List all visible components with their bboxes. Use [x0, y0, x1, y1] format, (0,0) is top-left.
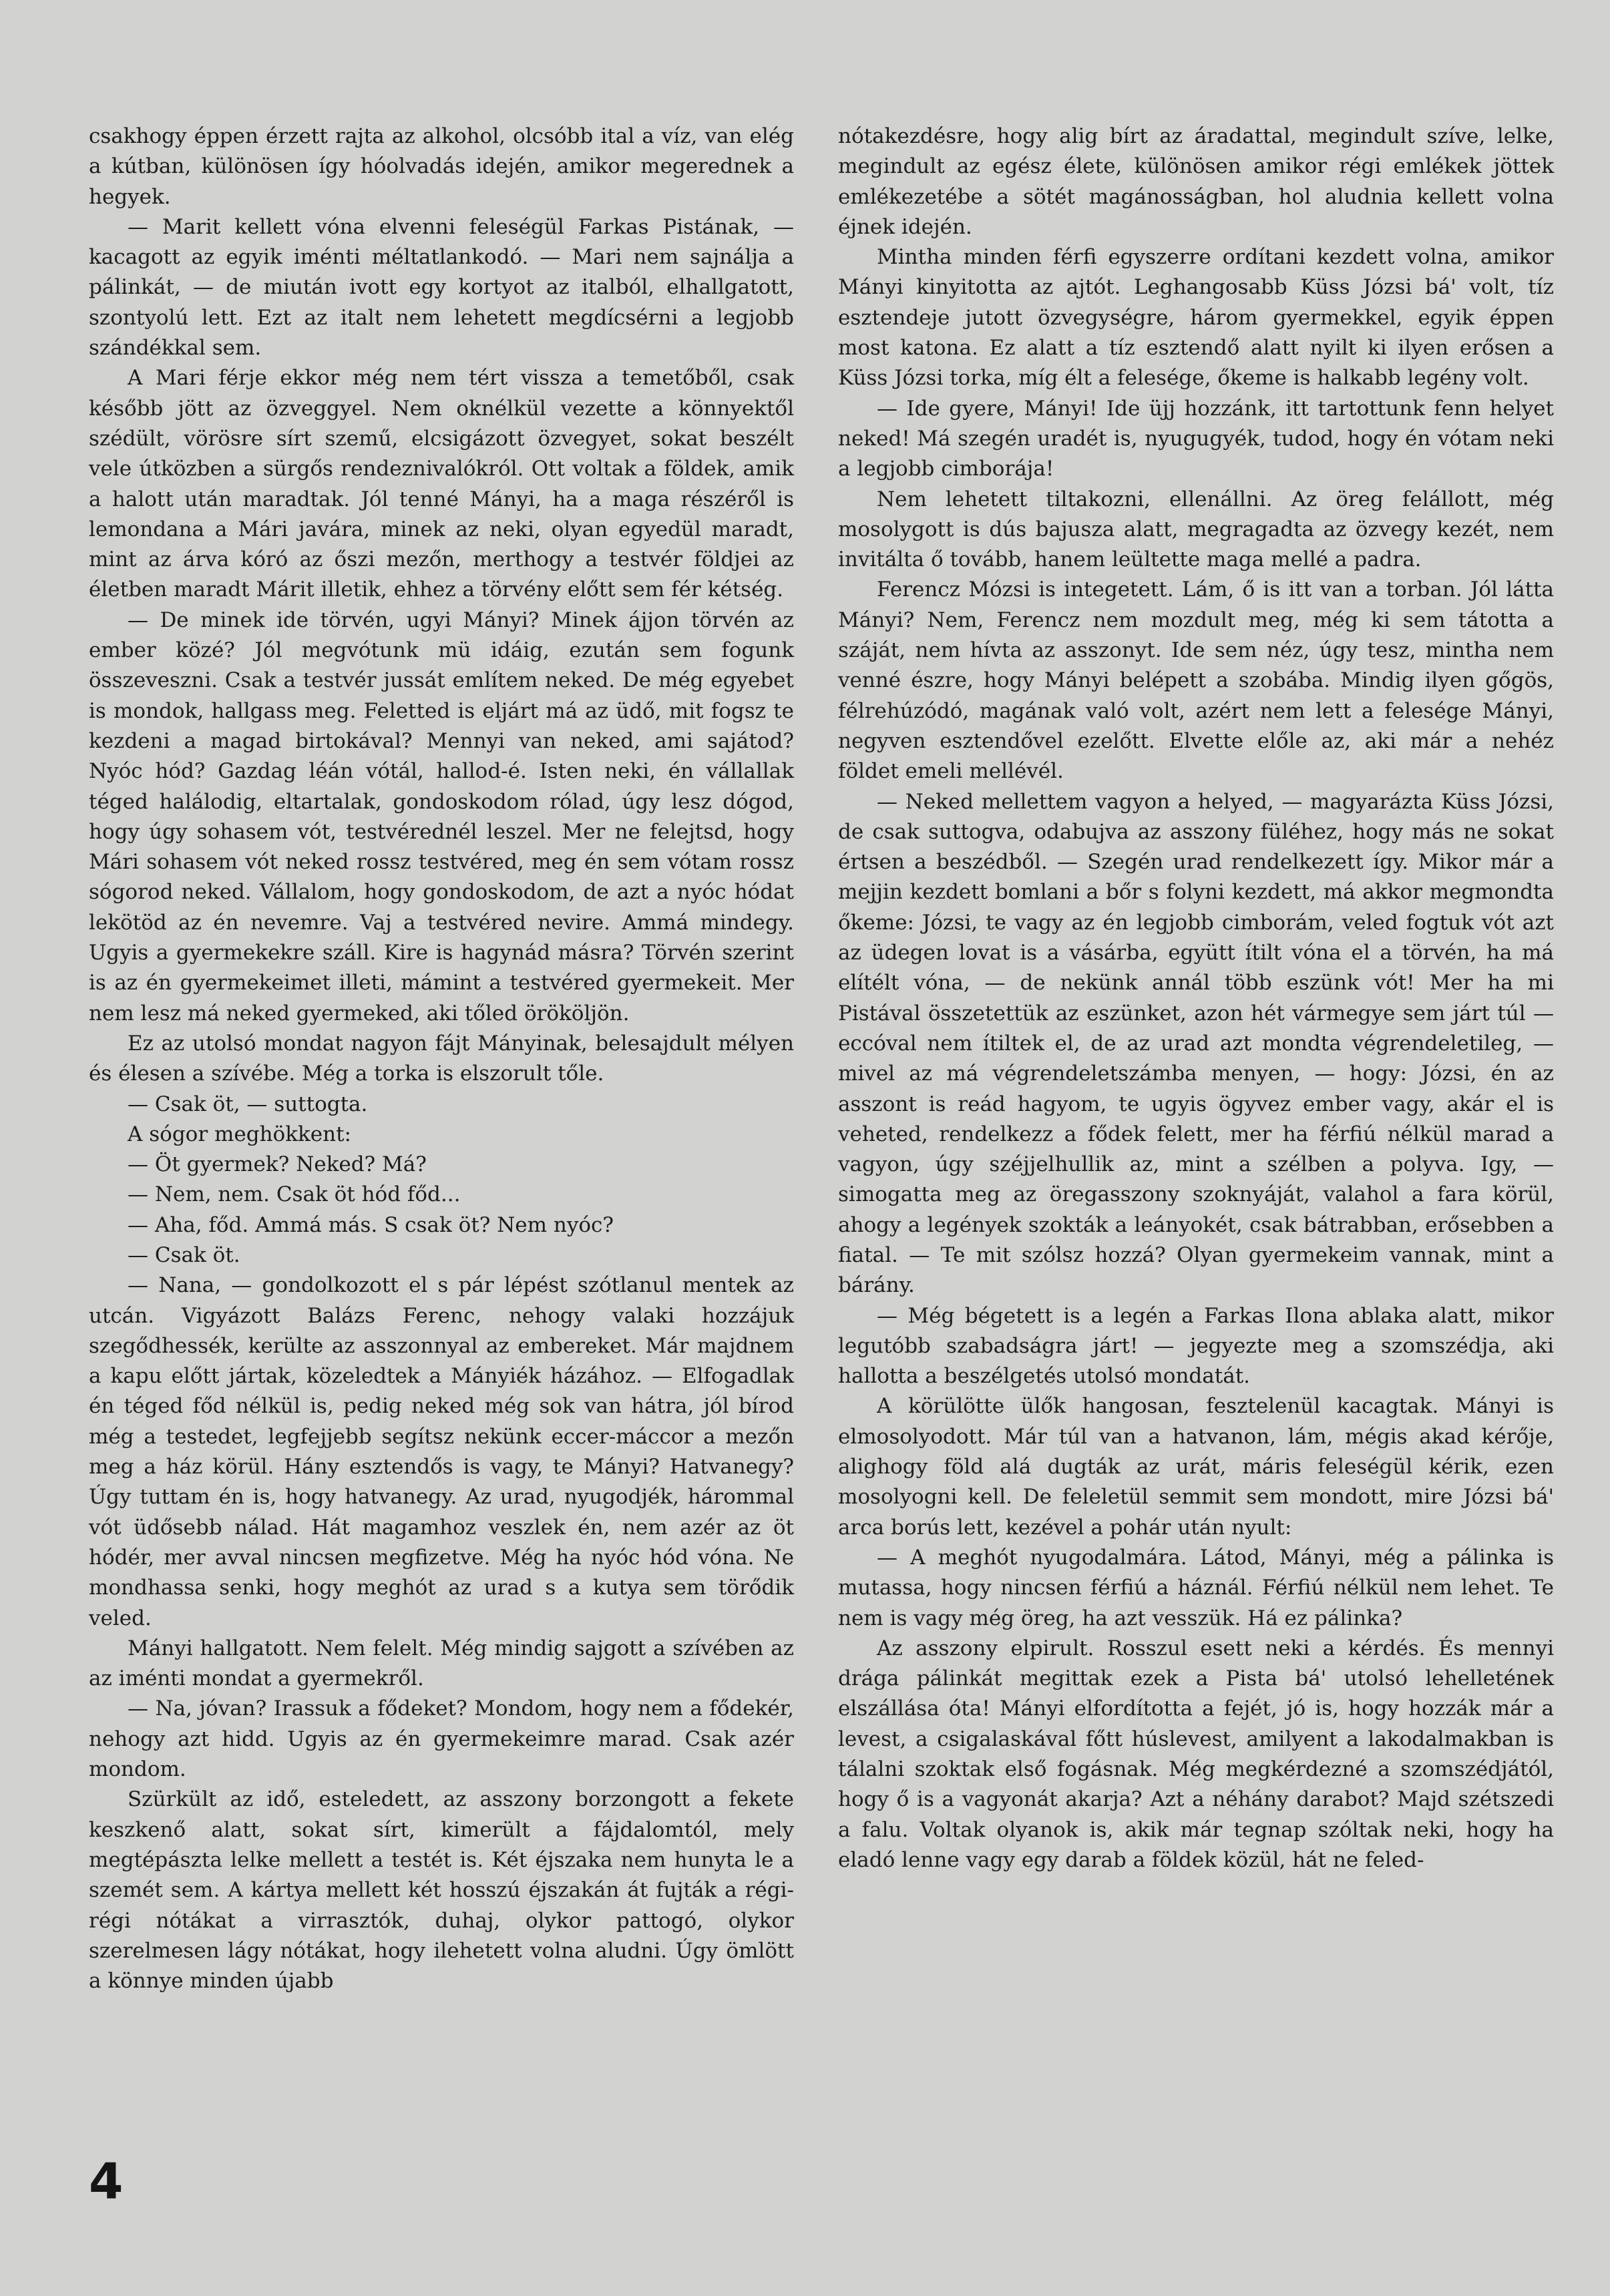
paragraph: nótakezdésre, hogy alig bírt az áradattal, megindult szíve, lelke, megindult az egész élete, különösen amikor régi emlékek jöttek emlékezetébe a sötét magánosságban, hol aludnia kellett volna éjnek idején.: [838, 124, 1554, 239]
paragraph: Nem lehetett tiltakozni, ellenállni. Az öreg felállott, még mosolygott is dús bajusza alatt, megragadta az özvegy kezét, nem invitálta ő tovább, hanem leültette maga mellé a padra.: [838, 487, 1554, 572]
paragraph: — Még bégetett is a legén a Farkas Ilona ablaka alatt, mikor legutóbb szabadságra járt! — jegyezte meg a szomszédja, aki hallotta a beszélgetés utolsó mondatát.: [838, 1303, 1554, 1389]
paragraph: — Nem, nem. Csak öt hód főd...: [128, 1182, 461, 1207]
left-text-column: [89, 122, 794, 1996]
paragraph: — Ide gyere, Mányi! Ide üjj hozzánk, itt tartottunk fenn helyet neked! Má szegén uradét is, nyugugyék, tudod, hogy én vótam neki a legjobb cimborája!: [838, 396, 1554, 481]
paragraph: Ferencz Mózsi is integetett. Lám, ő is itt van a torban. Jól látta Mányi? Nem, Ferencz nem mozdult meg, még ki sem tátotta a száját, nem hívta az asszonyt. Ide sem néz, úgy tesz, mintha nem venné észre, hogy Mányi belépett a szobába. Mindig ilyen gőgös, félrehúzódó, magának való volt, azért nem lett a felesége Mányi, negyven esztendővel ezelőtt. Elvette előle az, aki már a nehéz földet emeli mellévél.: [838, 578, 1554, 784]
paragraph: Szürkült az idő, esteledett, az asszony borzongott a fekete keszkenő alatt, sokat sírt, kimerült a fájdalomtól, mely megtépászta lelke mellett a testét is. Két éjszaka nem hunyta le a szemét sem. A kártya mellett két hosszú éjszakán át fujták a régi-régi nótákat a virrasztók, duhaj, olykor pattogó, olykor szerelmesen lágy nótákat, hogy ilehetett volna aludni. Úgy ömlött a könnye minden újabb: [89, 1787, 794, 1994]
paragraph: A Mari férje ekkor még nem tért vissza a temetőből, csak később jött az özveggyel. Nem oknélkül vezette a könnyektől szédült, vörösre sírt szemű, elcsigázott özvegyet, sokat beszélt vele útközben a sürgős rendeznivalókról. Ott voltak a földek, amik a halott után maradtak. Jól tenné Mányi, ha a maga részéről is lemondana a Mári javára, minek az neki, olyan egyedül maradt, mint az árva kóró az őszi mezőn, merthogy a testvér földjei az életben maradt Márit illetik, ehhez a törvény előtt sem fér kétség.: [89, 366, 794, 602]
paragraph: Ez az utolsó mondat nagyon fájt Mányinak, belesajdult mélyen és élesen a szívébe. Még a torka is elszorult tőle.: [89, 1031, 794, 1086]
paragraph: Mintha minden férfi egyszerre ordítani kezdett volna, amikor Mányi kinyitotta az ajtót. Leghangosabb Küss Józsi bá' volt, tíz esztendeje jutott özvegységre, három gyermekkel, egyik éppen most katona. Ez alatt a tíz esztendő alatt nyilt ki ilyen erősen a Küss Józsi torka, míg élt a felesége, őkeme is halkabb legény volt.: [838, 245, 1554, 391]
paragraph: — De minek ide törvén, ugyi Mányi? Minek ájjon törvén az ember közé? Jól megvótunk mü idáig, ezután sem fogunk összeveszni. Csak a testvér jussát említem neked. De még egyebet is mondok, hallgass meg. Feletted is eljárt má az üdő, mit fogsz te kezdeni a magad birtokával? Mennyi van neked, ami sajátod? Nyóc hód? Gazdag léán vótál, hallod-é. Isten neki, én vállallak téged halálodig, eltartalak, gondoskodom rólad, úgy lesz dógod, hogy úgy sohasem vót, testvérednél leszel. Mer ne felejtsd, hogy Mári sohasem vót neked rossz testvéred, meg én sem vótam rossz sógorod neked. Vállalom, hogy gondoskodom, de azt a nyóc hódat lekötöd az én nevemre. Vaj a testvéred nevire. Ammá mindegy. Ugyis a gyermekekre száll. Kire is hagynád másra? Törvén szerint is az én gyermekeimet illeti, mámint a testvéred gyermekeit. Mer nem lesz má neked gyermeked, aki tőled örököljön.: [89, 608, 794, 1025]
paragraph: — Csak öt.: [128, 1242, 240, 1267]
paragraph: — Csak öt, — suttogta.: [128, 1092, 368, 1116]
paragraph: Az asszony elpirult. Rosszul esett neki a kérdés. És mennyi drága pálinkát megittak ezek a Pista bá' utolsó lehelletének elszállása óta! Mányi elfordította a fejét, jó is, hogy hozzák már a levest, a csigalaskával főtt húslevest, amilyent a lakodalmakban is tálalni szoktak első fogásnak. Még megkérdezné a szomszédjától, hogy ő is a vagyonát akarja? Azt a néhány darabot? Majd szétszedi a falu. Voltak olyanok is, akik már tegnap szóltak neki, hogy ha eladó lenne vagy egy darab a földek közül, hát ne feled-: [838, 1636, 1554, 1872]
paragraph: Mányi hallgatott. Nem felelt. Még mindig sajgott a szívében az az iménti mondat a gyermekről.: [89, 1636, 794, 1691]
paragraph: — A meghót nyugodalmára. Látod, Mányi, még a pálinka is mutassa, hogy nincsen férfiú a háznál. Férfiú nélkül nem lehet. Te nem is vagy még öreg, ha azt vesszük. Há ez pálinka?: [838, 1545, 1554, 1630]
page-number: 4: [89, 2153, 124, 2211]
paragraph: — Na, jóvan? Irassuk a fődeket? Mondom, hogy nem a fődekér, nehogy azt hidd. Ugyis az én gyermekeimre marad. Csak azér mondom.: [89, 1696, 794, 1782]
paragraph: — Nana, — gondolkozott el s pár lépést szótlanul mentek az utcán. Vigyázott Balázs Ferenc, nehogy valaki hozzájuk szegődhessék, kerülte az asszonnyal az embereket. Már majdnem a kapu előtt jártak, közeledtek a Mányiék házához. — Elfogadlak én téged főd nélkül is, pedig neked még sok van hátra, jól bírod még a testedet, legfejjebb segítsz nekünk eccer-máccor a mezőn meg a ház körül. Hány esztendős is vagy, te Mányi? Hatvanegy? Úgy tuttam én is, hogy hatvanegy. Az urad, nyugodjék, hárommal vót üdősebb nálad. Hát magamhoz veszlek én, nem azér az öt hódér, mer avval nincsen megfizetve. Még ha nyóc hód vóna. Ne mondhassa senki, hogy meghót az urad s a kutya sem törődik veled.: [89, 1273, 794, 1630]
paragraph: — Marit kellett vóna elvenni feleségül Farkas Pistának, — kacagott az egyik iménti méltatlankodó. — Mari nem sajnálja a pálinkát, — de miután ivott egy kortyot az italból, elhallgatott, szontyolú lett. Ezt az italt nem lehetett megdícsérni a legjobb szándékkal sem.: [89, 214, 794, 361]
right-text-column: [838, 122, 1554, 1875]
paragraph: — Neked mellettem vagyon a helyed, — magyarázta Küss Józsi, de csak suttogva, odabujva az asszony füléhez, hogy más ne sokat értsen a beszédből. — Szegén urad rendelkezett így. Mikor már a mejjin kezdett bomlani a bőr s folyni kezdett, má akkor megmondta őkeme: Józsi, te vagy az én legjobb cimborám, veled fogtuk vót azt az üdegen lovat is a vásárba, együtt ítilt vóna el a törvén, ha má elítélt vóna, — de nekünk annál több eszünk vót! Mer ha mi Pistával összetettük az eszünket, azon hét vármegye sem járt túl — eccóval nem ítiltek el, de az urad azt mondta végrendeletileg, — mivel az má végrendeletszámba menyen, — hogy: Józsi, én az asszont is reád hagyom, te ugyis ögyvez ember vagy, akár el is veheted, rendelkezz a fődek felett, mer ha férfiú nélkül marad a vagyon, úgy széjjelhullik az, mint a szélben a polyva. Igy, — simogatta meg az öregasszony szoknyáját, valahol a fara körül, ahogy a legények szokták a leányokét, csak bátrabban, erősebben a fiatal. — Te mit szólsz hozzá? Olyan gyermekeim vannak, mint a bárány.: [838, 789, 1554, 1298]
paragraph: — Aha, főd. Ammá más. S csak öt? Nem nyóc?: [128, 1212, 614, 1237]
paragraph: A körülötte ülők hangosan, fesztelenül kacagtak. Mányi is elmosolyodott. Már túl van a hatvanon, lám, mégis akad kérője, alighogy föld alá dugták az urát, máris feleségül kérik, ezen mosolyogni kell. De feleletül semmit sem mondott, mire Józsi bá' arca borús lett, kezével a pohár után nyult:: [838, 1394, 1554, 1540]
paragraph: A sógor meghökkent:: [128, 1122, 351, 1146]
paragraph: — Öt gyermek? Neked? Má?: [128, 1152, 427, 1177]
paragraph: csakhogy éppen érzett rajta az alkohol, olcsóbb ital a víz, van elég a kútban, különösen így hóolvadás idején, amikor megerednek a hegyek.: [89, 124, 794, 209]
